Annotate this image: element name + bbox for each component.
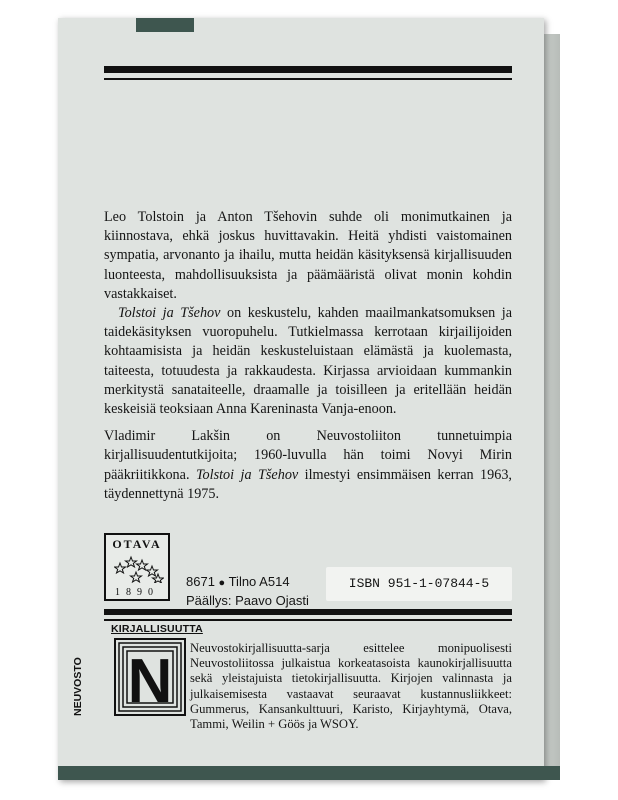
series-label-top: KIRJALLISUUTTA [111,623,203,635]
catalog-info [186,573,309,609]
blurb-paragraph-3-end: ilmestyi ensimmäisen kerran 1963, täydennettynä 1975. [104,466,512,502]
cover-credit: Päällys: Paavo Ojasti [186,593,309,608]
book-title-italic-2: Tolstoi ja Tšehov [195,466,299,483]
series-n-logo [114,638,186,716]
blurb-paragraph-3 [104,427,512,504]
blurb-paragraph-2 [104,304,512,419]
book-title-italic: Tolstoi ja Tšehov [118,305,221,322]
otava-publisher-logo [104,533,170,601]
blurb-text [104,208,512,504]
series-description-text: Neuvostokirjallisuutta-sarja esittelee monipuolisesti Neuvostoliitossa julkaistua korkeatasoista kaunokirjallisuutta sekä yleistajuista tietokirjallisuutta. Kirjojen valinnasta ja julkaisemisesta vastaavat seuraavat kustannusliikkeet: Gummerus, Kansankulttuuri, Karisto, Kirjayhtymä, Otava, Tammi, Weilin + Göös ja WSOY. [190,641,512,732]
book-spine-edge [544,34,560,778]
catalog-code-line [186,573,309,592]
series-label-side: NEUVOSTO [72,657,84,716]
mid-rule-thick [104,609,512,615]
otava-logo-name: OTAVA [112,537,162,551]
bottom-color-band [58,766,560,780]
catalog-number: 8671 [186,574,215,589]
otava-logo-year: 1890 [115,587,159,598]
blurb-paragraph-1: Leo Tolstoin ja Anton Tšehovin suhde oli monimutkainen ja kiinnostava, ehkä joskus huvittavakin. Heitä yhdisti vaistomainen sympatia, arvonanto ja ihailu, mutta heidän käsityksensä kirjallisuuden luonteesta, mahdollisuuksista ja päämääristä olivat monin kohdin vastakkaiset. [104,209,512,302]
top-tab-notch [136,18,194,32]
blurb-paragraph-2-rest: on keskustelu, kahden maailmankatsomuksen ja taidekäsityksen vuoropuhelu. Tutkielmassa kerrotaan kirjailijoiden kohtaamisista ja heidän keskusteluistaan elämästä ja kuolemasta, taiteesta, totuudesta ja rakkaudesta. Kirjassa arvioidaan kummankin merkitystä sanataiteelle, draamalle ja toisilleen ja eritellään heidän keskeisiä teoksiaan Anna Kareninasta Vanja-enoon. [104,305,512,418]
isbn-sticker: ISBN 951-1-07844-5 [326,567,512,601]
order-number: Tilno A514 [228,574,290,589]
blurb-paragraph-3-start: Vladimir Lakšin on Neuvostoliiton tunnetuimpia kirjallisuudentutkijoita; 1960-luvulla hän toimi Novyi Mirin pääkriitikkona. [104,428,512,483]
bullet-dot: ● [218,577,226,589]
top-rule-thick [104,66,512,73]
series-logo-letter: N [127,647,173,716]
star-constellation-icon [114,553,164,583]
series-description [190,641,512,732]
top-rule-thin [104,78,512,80]
mid-rule-thin [104,619,512,621]
